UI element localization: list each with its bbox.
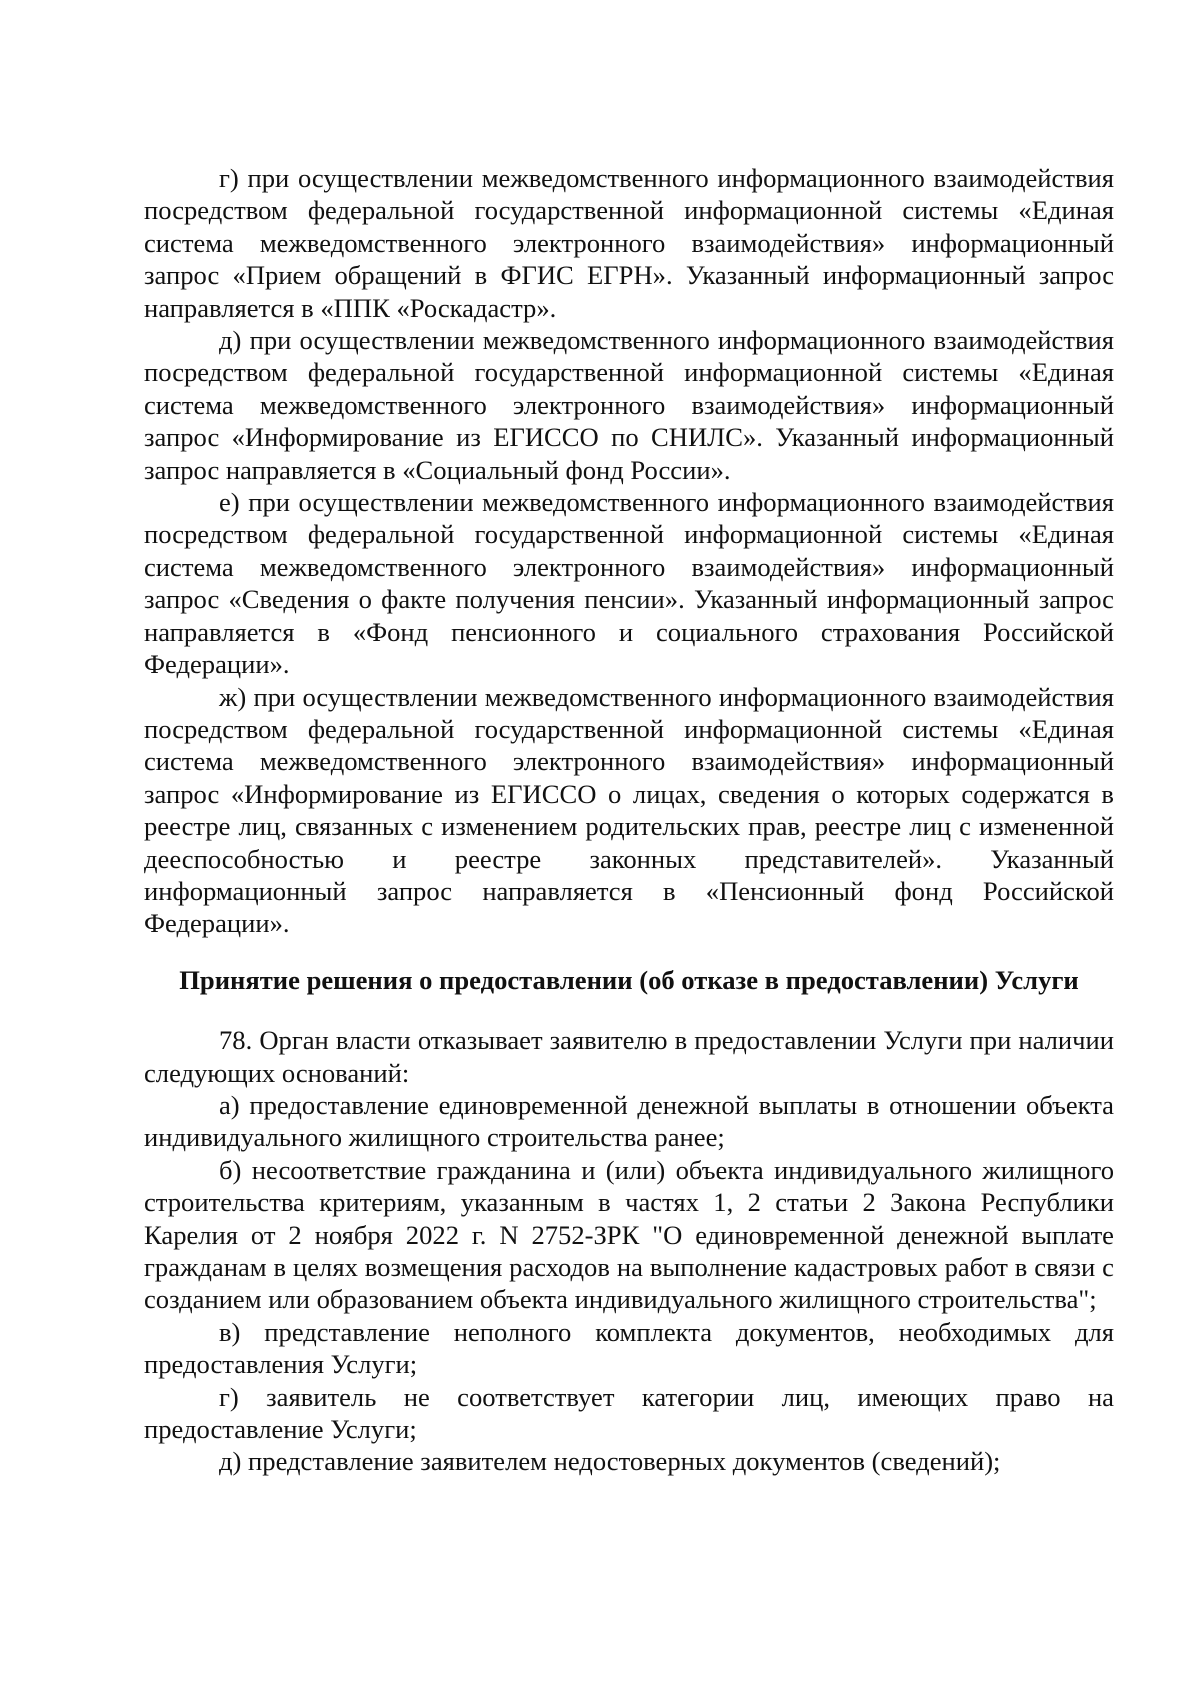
item-label: д) — [219, 325, 242, 356]
paragraph-text: при осуществлении межведомственного информационного взаимодействия посредством федеральной государственной информационной системы «Единая система межведомственного электронного взаимодействия» информационный запрос «Информирование из ЕГИССО по СНИЛС». Указанный информационный запрос направляется в «Социальный фонд России». — [144, 325, 1114, 485]
paragraph-text: несоответствие гражданина и (или) объекта индивидуального жилищного строительства критериям, указанным в частях 1, 2 статьи 2 Закона Республики Карелия от 2 ноября 2022 г. N 2752-ЗРК "О единовременной денежной выплате гражданам в целях возмещения расходов на выполнение кадастровых работ в связи с созданием или образованием объекта индивидуального жилищного строительства"; — [144, 1154, 1114, 1315]
paragraph-v — [144, 1316, 1114, 1381]
paragraph-d2 — [144, 1445, 1114, 1477]
paragraph-a — [144, 1089, 1114, 1154]
paragraph-zh — [144, 681, 1114, 940]
item-label: е) — [219, 487, 240, 518]
paragraph-g2 — [144, 1381, 1114, 1446]
item-label: д) — [219, 1446, 242, 1477]
paragraph-78 — [144, 1024, 1114, 1089]
paragraph-g — [144, 162, 1114, 324]
paragraph-d — [144, 324, 1114, 486]
paragraph-text: при осуществлении межведомственного информационного взаимодействия посредством федеральной государственной информационной системы «Единая система межведомственного электронного взаимодействия» информационный запрос «Информирование из ЕГИССО о лицах, сведения о которых содержатся в реестре лиц, связанных с изменением родительских прав, реестре лиц с измененной дееспособностью и реестре законных представителей». Указанный информационный запрос направляется в «Пенсионный фонд Российской Федерации». — [144, 681, 1114, 939]
paragraph-e — [144, 486, 1114, 680]
paragraph-text: предоставление единовременной денежной выплаты в отношении объекта индивидуального жилищного строительства ранее; — [144, 1089, 1114, 1153]
paragraph-b — [144, 1154, 1114, 1316]
item-label: 78. — [219, 1025, 253, 1056]
paragraph-text: Орган власти отказывает заявителю в предоставлении Услуги при наличии следующих оснований: — [144, 1025, 1114, 1088]
paragraph-text: заявитель не соответствует категории лиц, имеющих право на предоставление Услуги; — [144, 1381, 1114, 1445]
section-heading: Принятие решения о предоставлении (об отказе в предоставлении) Услуги — [179, 964, 1079, 995]
paragraph-text: представление неполного комплекта документов, необходимых для предоставления Услуги; — [144, 1316, 1114, 1380]
item-label: б) — [219, 1154, 242, 1185]
item-label: в) — [219, 1316, 241, 1347]
paragraph-text: при осуществлении межведомственного информационного взаимодействия посредством федеральной государственной информационной системы «Единая система межведомственного электронного взаимодействия» информационный запрос «Прием обращений в ФГИС ЕГРН». Указанный информационный запрос направляется в «ППК «Роскадастр». — [144, 163, 1114, 323]
paragraph-text: представление заявителем недостоверных документов (сведений); — [248, 1446, 1001, 1477]
item-label: а) — [219, 1089, 240, 1120]
item-label: г) — [219, 163, 239, 193]
item-label: ж) — [219, 681, 247, 712]
paragraph-text: при осуществлении межведомственного информационного взаимодействия посредством федеральной государственной информационной системы «Единая система межведомственного электронного взаимодействия» информационный запрос «Сведения о факте получения пенсии». Указанный информационный запрос направляется в «Фонд пенсионного и социального страхования Российской Федерации». — [144, 487, 1114, 680]
item-label: г) — [219, 1381, 239, 1412]
